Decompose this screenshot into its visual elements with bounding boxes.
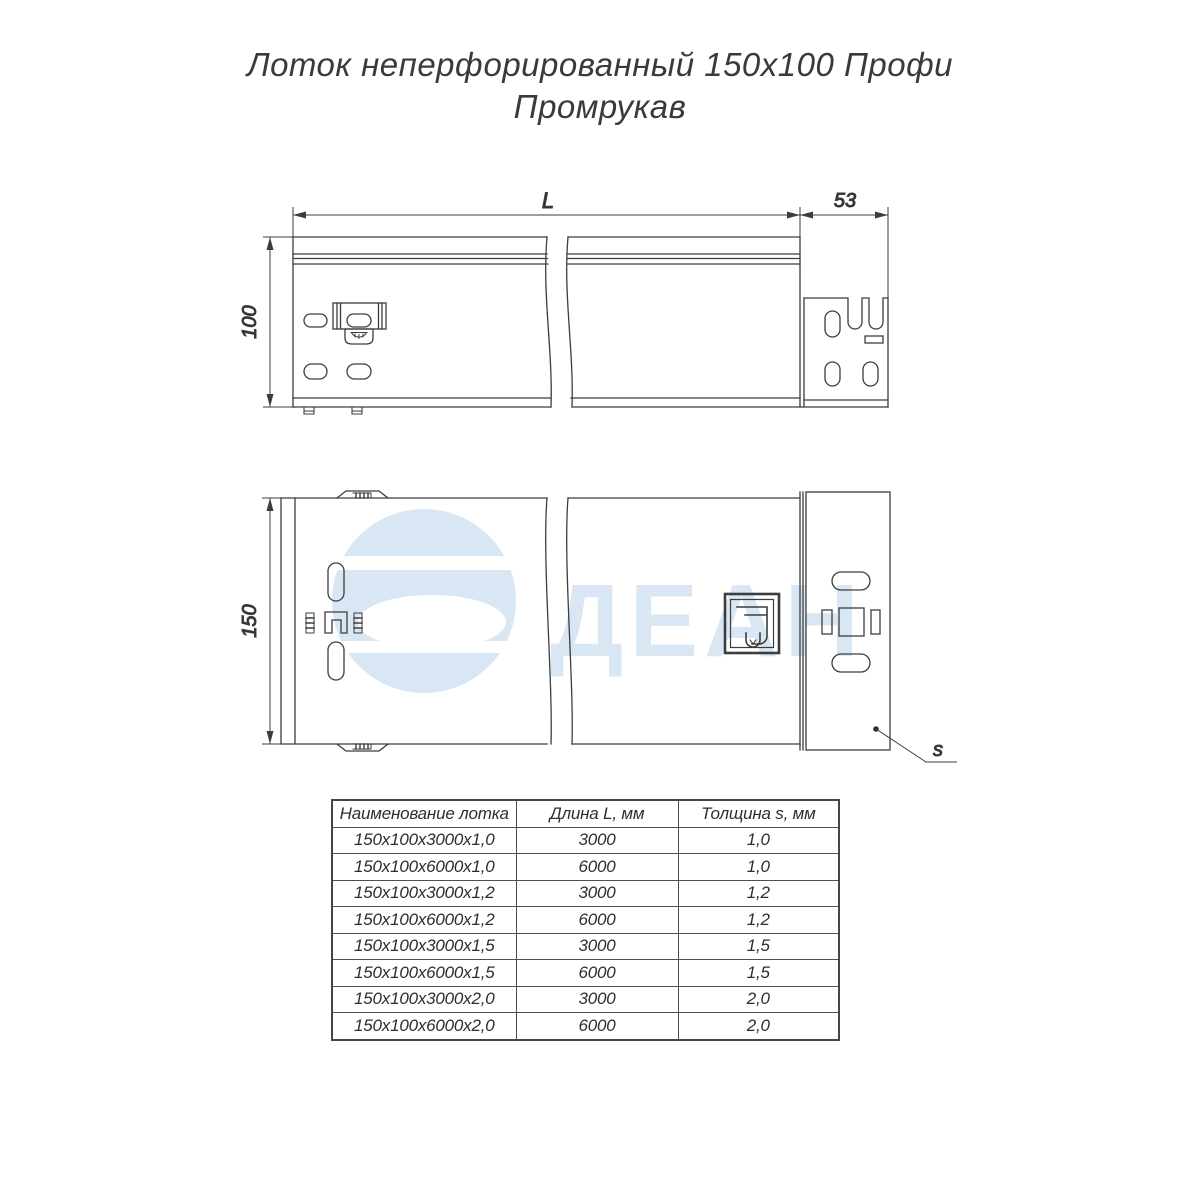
side-view-drawing [293, 237, 888, 414]
table-row [332, 827, 839, 854]
table-row [332, 986, 839, 1013]
table-cell: 3000 [516, 880, 678, 907]
table-row [332, 1013, 839, 1040]
dean-watermark [322, 509, 865, 693]
dim-label-150: 150 [239, 604, 261, 638]
table-cell: 150x100x3000x1,2 [332, 880, 516, 907]
table-cell: 3000 [516, 986, 678, 1013]
table-cell: 150x100x6000x1,0 [332, 854, 516, 881]
drawing-title-line2: Промрукав [513, 88, 687, 125]
dim-label-L: L [541, 188, 555, 213]
spec-table-body [332, 827, 839, 1040]
table-cell: 6000 [516, 960, 678, 987]
table-cell: 1,2 [678, 907, 839, 934]
side-view-dimensions [239, 188, 888, 407]
table-row [332, 907, 839, 934]
table-cell: 150x100x3000x2,0 [332, 986, 516, 1013]
table-cell: 150x100x6000x1,5 [332, 960, 516, 987]
table-row [332, 854, 839, 881]
table-cell: 2,0 [678, 1013, 839, 1040]
table-cell: 150x100x6000x2,0 [332, 1013, 516, 1040]
dim-label-100: 100 [239, 305, 261, 339]
table-cell: 3000 [516, 827, 678, 854]
spec-col-thickness: Толщина s, мм [678, 800, 839, 827]
end-connector-side [804, 298, 888, 407]
spec-col-name: Наименование лотка [332, 800, 516, 827]
table-cell: 3000 [516, 933, 678, 960]
dim-label-s: s [933, 739, 943, 761]
table-cell: 6000 [516, 907, 678, 934]
table-cell: 150x100x3000x1,5 [332, 933, 516, 960]
table-cell: 1,5 [678, 933, 839, 960]
table-cell: 6000 [516, 854, 678, 881]
table-row [332, 933, 839, 960]
spec-col-length: Длина L, мм [516, 800, 678, 827]
spec-table [331, 799, 840, 1041]
dim-label-53: 53 [833, 190, 857, 212]
latch-detail [333, 303, 386, 344]
drawing-title-line1: Лоток неперфорированный 150x100 Профи [246, 46, 954, 83]
watermark-brand-text: ДЕАН [550, 563, 865, 678]
table-cell: 1,5 [678, 960, 839, 987]
table-cell: 6000 [516, 1013, 678, 1040]
table-row [332, 880, 839, 907]
table-cell: 1,0 [678, 827, 839, 854]
table-cell: 150x100x3000x1,0 [332, 827, 516, 854]
dean-sphere-logo [322, 509, 528, 693]
table-cell: 1,0 [678, 854, 839, 881]
spec-table-header-row [332, 800, 839, 827]
table-cell: 150x100x6000x1,2 [332, 907, 516, 934]
table-row [332, 960, 839, 987]
table-cell: 2,0 [678, 986, 839, 1013]
table-cell: 1,2 [678, 880, 839, 907]
